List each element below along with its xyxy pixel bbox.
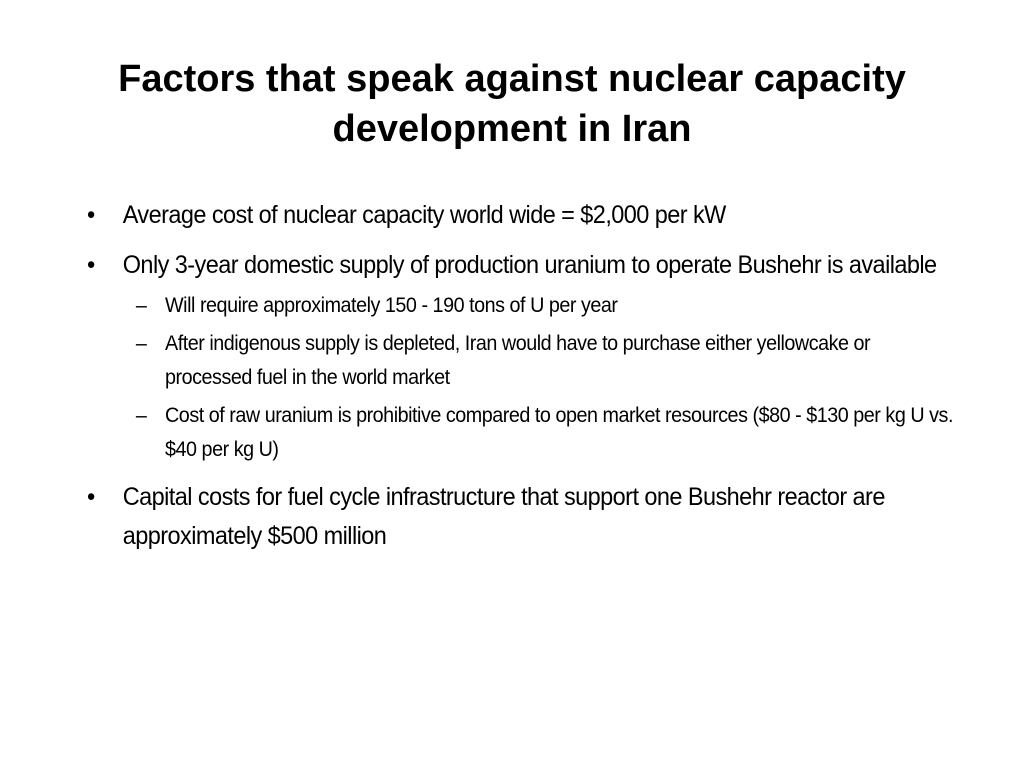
sub-bullet-text: Cost of raw uranium is prohibitive compared to open market resources ($80 - $130 per kg U vs. $40 per kg U) (165, 404, 953, 461)
bullet-list (87, 196, 987, 567)
bullet-icon: • (87, 251, 95, 279)
bullet-icon: • (87, 483, 95, 511)
dash-icon: – (135, 404, 147, 427)
bullet-text: Capital costs for fuel cycle infrastructure that support one Bushehr reactor are approximately $500 million (122, 483, 885, 550)
sub-bullet-item (123, 399, 955, 467)
bullet-item (87, 246, 969, 467)
bullet-text: Only 3-year domestic supply of production uranium to operate Bushehr is available (122, 251, 937, 279)
sub-bullet-text: After indigenous supply is depleted, Iran would have to purchase either yellowcake or processed fuel in the world market (165, 332, 871, 389)
bullet-text: Average cost of nuclear capacity world wide = $2,000 per kW (122, 201, 726, 229)
slide-title: Factors that speak against nuclear capacity development in Iran (118, 58, 906, 150)
dash-icon: – (135, 332, 147, 355)
bullet-item (87, 478, 969, 556)
dash-icon: – (135, 294, 147, 317)
bullet-icon: • (87, 201, 95, 229)
sub-bullet-item (123, 327, 955, 395)
bullet-item (87, 196, 969, 235)
sub-bullet-list (123, 289, 969, 467)
sub-bullet-item (123, 289, 955, 323)
sub-bullet-text: Will require approximately 150 - 190 tons of U per year (165, 294, 618, 317)
